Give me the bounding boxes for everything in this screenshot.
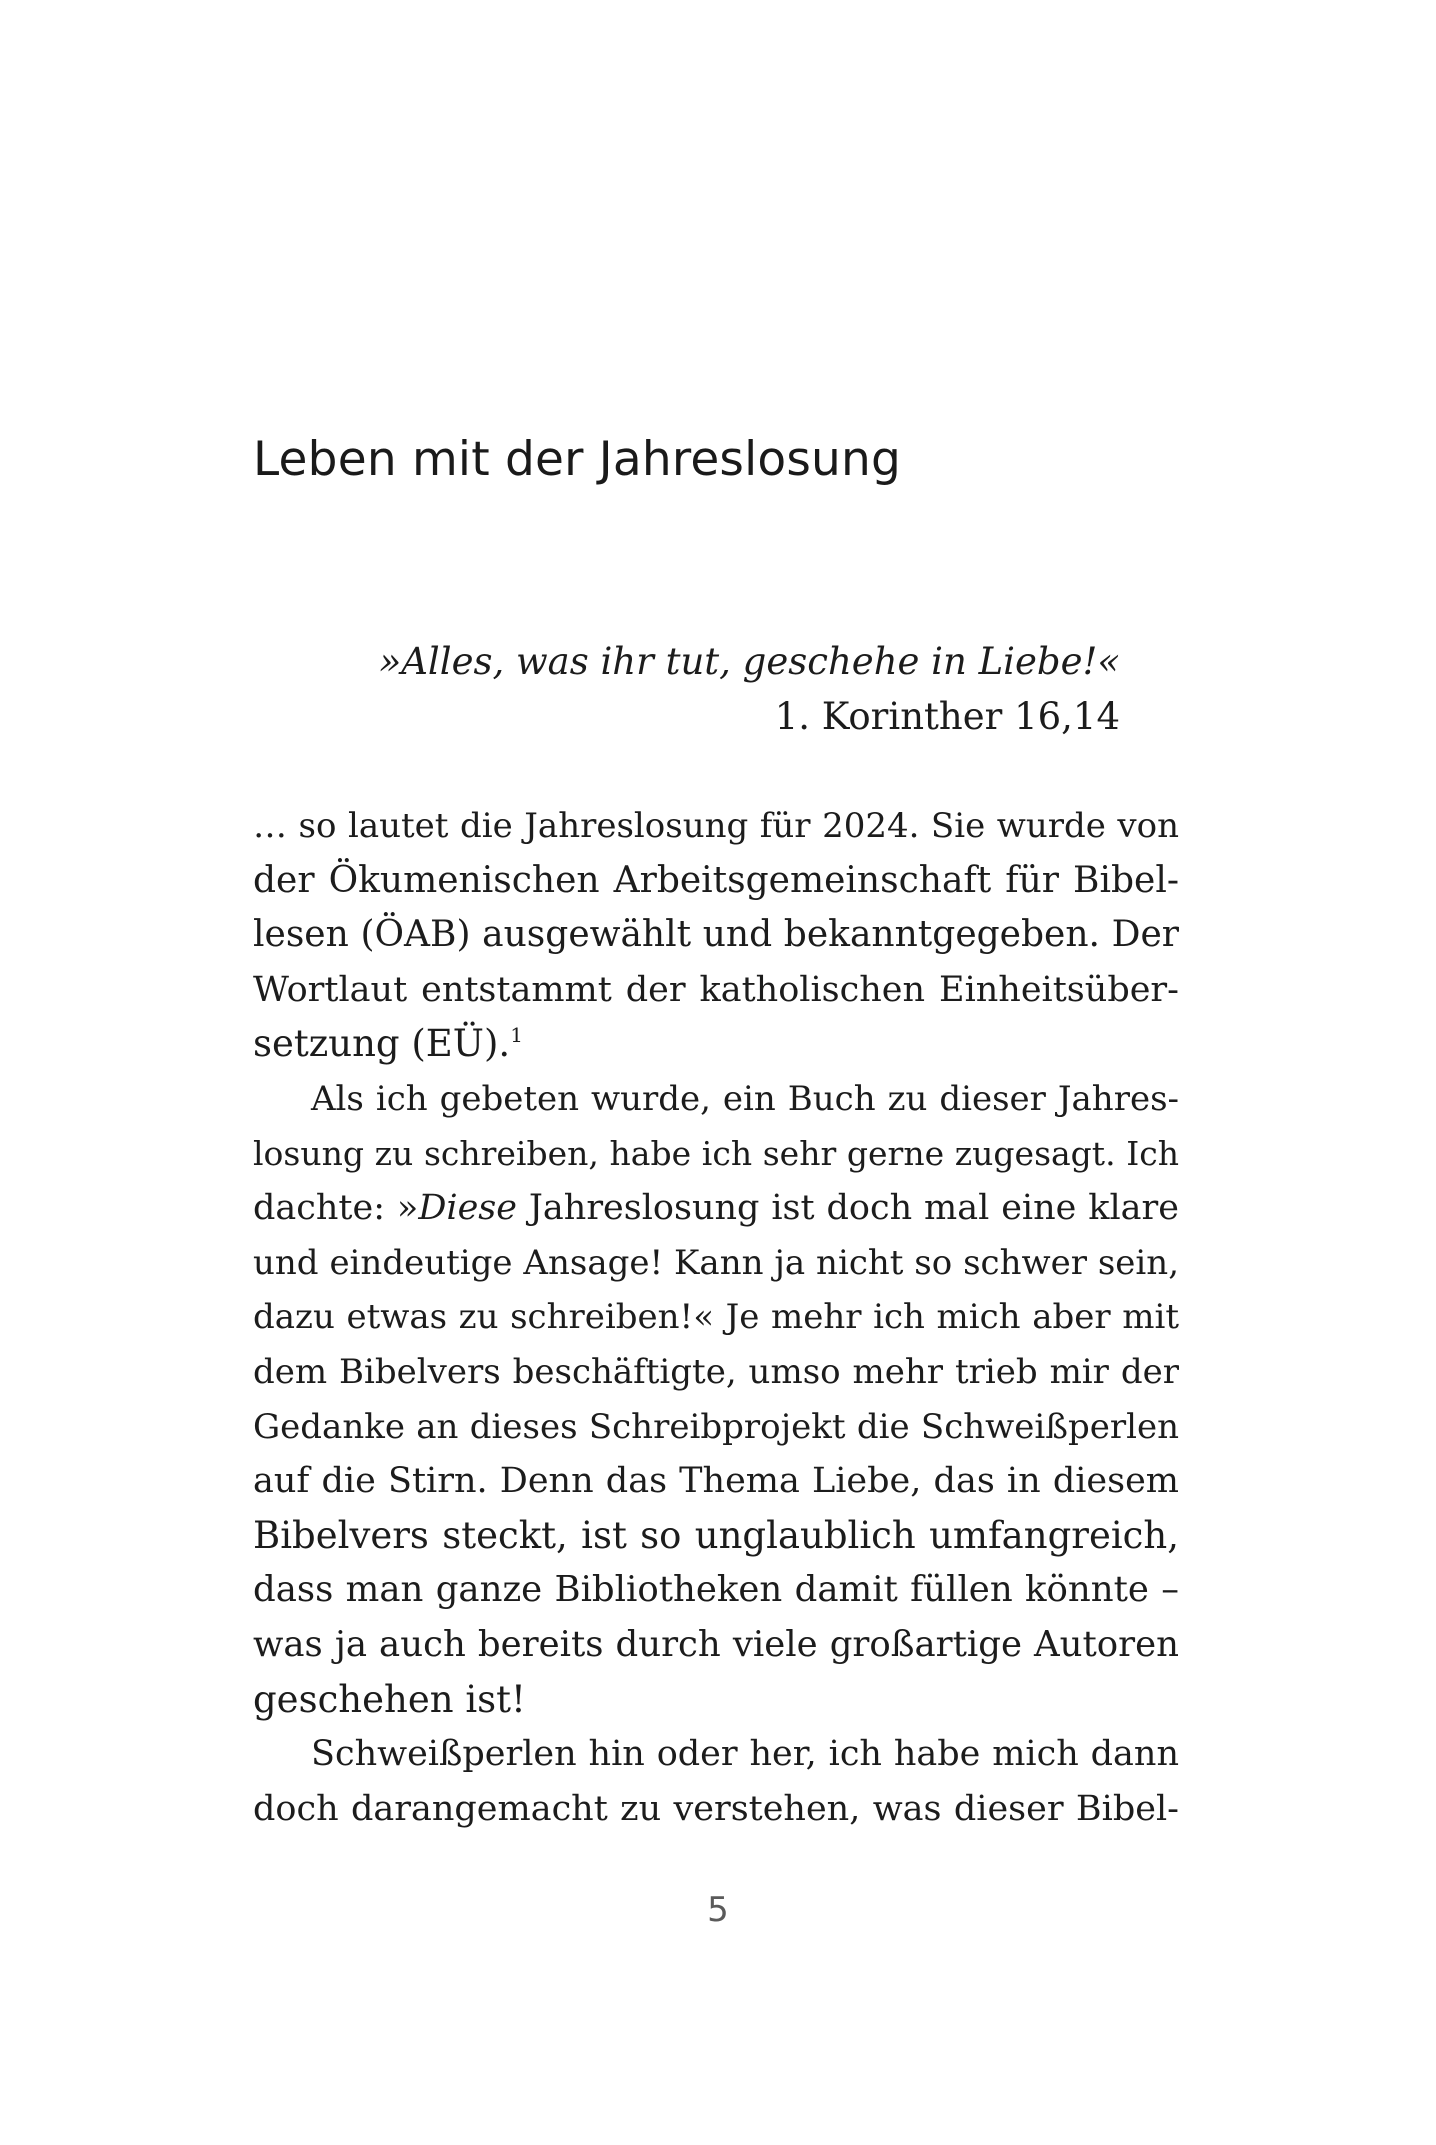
paragraph-1: [253, 799, 1179, 1072]
text-line: auf die Stirn. Denn das Thema Liebe, das in diesem: [253, 1461, 1179, 1502]
text-line: lesen (ÖAB) ausgewählt und bekanntgegeben. Der: [253, 914, 1179, 956]
text-line: dazu etwas zu schreiben!« Je mehr ich mich aber mit: [253, 1297, 1179, 1338]
text-line: und eindeutige Ansage! Kann ja nicht so schwer sein,: [253, 1242, 1179, 1283]
text-segment: dachte: »: [253, 1188, 419, 1229]
text-line: was ja auch bereits durch viele großartige Autoren: [253, 1623, 1179, 1665]
emphasized-word: Diese: [418, 1188, 517, 1229]
body-text: [253, 799, 1179, 1836]
text-line: Bibelvers steckt, ist so unglaublich umfangreich,: [253, 1513, 1179, 1557]
chapter-title: Leben mit der Jahreslosung: [253, 432, 902, 487]
paragraph-2: [253, 1072, 1179, 1727]
epigraph: [253, 634, 1120, 744]
text-line: dem Bibelvers beschäftigte, umso mehr trieb mir der: [253, 1351, 1179, 1392]
text-line: geschehen ist!: [253, 1677, 526, 1721]
text-line: Wortlaut entstammt der katholischen Einheitsüber-: [253, 969, 1179, 1010]
text-line: dass man ganze Bibliotheken damit füllen könnte –: [253, 1569, 1179, 1611]
text-line: losung zu schreiben, habe ich sehr gerne zugesagt. Ich: [253, 1133, 1179, 1173]
text-line-content: setzung (EÜ).: [253, 1022, 511, 1066]
text-line: … so lautet die Jahreslosung für 2024. Sie wurde von: [253, 806, 1179, 846]
text-line: Gedanke an dieses Schreibprojekt die Schweißperlen: [253, 1406, 1179, 1447]
text-line: der Ökumenischen Arbeitsgemeinschaft für Bibel-: [253, 859, 1179, 901]
text-line: Als ich gebeten wurde, ein Buch zu dieser Jahres-: [311, 1078, 1179, 1119]
epigraph-quote: »Alles, was ihr tut, geschehe in Liebe!«: [378, 640, 1120, 683]
text-line: [253, 1181, 1179, 1236]
page-number: 5: [707, 1890, 729, 1930]
epigraph-reference: 1. Korinther 16,14: [774, 695, 1120, 738]
paragraph-3: [253, 1727, 1179, 1836]
text-segment: Jahreslosung ist doch mal eine klare: [528, 1188, 1179, 1229]
text-line: [253, 1017, 1179, 1072]
text-line: Schweißperlen hin oder her, ich habe mich dann: [311, 1734, 1179, 1775]
text-line: doch darangemacht zu verstehen, was dieser Bibel-: [253, 1788, 1179, 1829]
footnote-marker[interactable]: 1: [510, 1023, 523, 1048]
